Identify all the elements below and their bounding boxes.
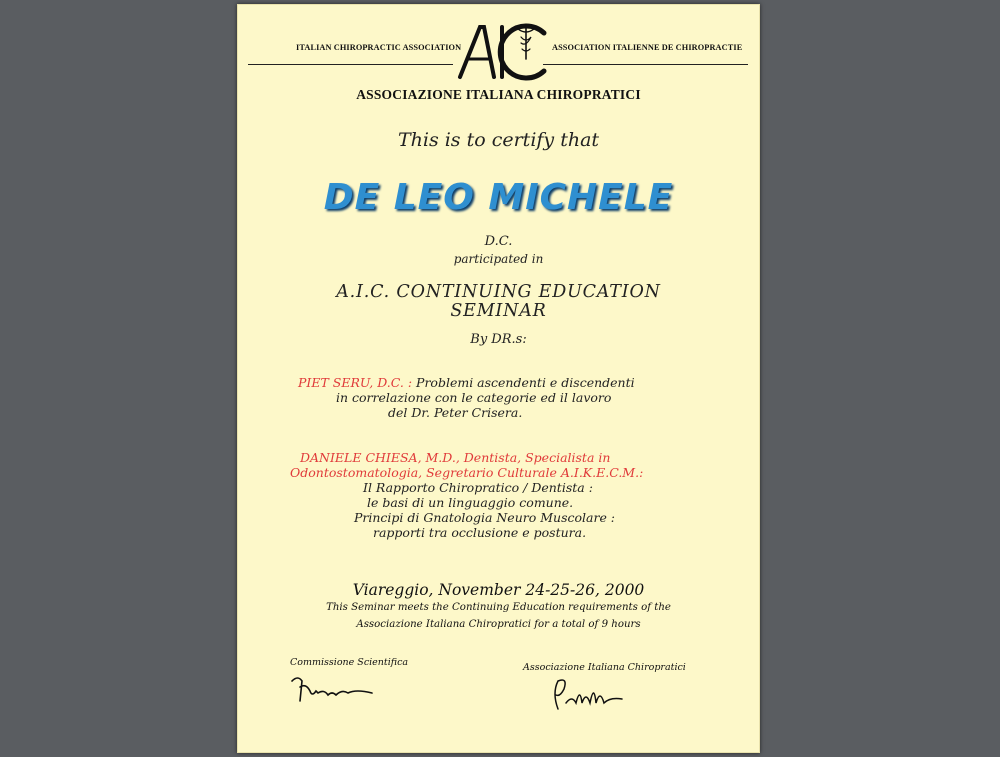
speaker-line [298,375,635,390]
recipient-name: DE LEO MICHELE [323,177,674,218]
requirements-line2: Associazione Italiana Chiropratici for a total of 9 hours [356,619,641,630]
header-french-name: ASSOCIATION ITALIENNE DE CHIROPRACTIE [552,43,743,52]
aic-logo-icon [454,19,550,83]
topic-line: Il Rapporto Chiropratico / Dentista : [363,480,593,495]
association-title: ASSOCIAZIONE ITALIANA CHIROPRATICI [356,87,641,102]
seminar-title-line2: SEMINAR [450,301,547,321]
speaker-block-chiesa [290,450,643,540]
topic-line: Problemi ascendenti e discendenti [416,375,635,390]
participated-line: participated in [453,252,544,266]
certificate-paper [237,4,760,753]
signature-label-left: Commissione Scientifica [290,657,409,668]
header-english-name: ITALIAN CHIROPRACTIC ASSOCIATION [296,43,462,52]
header-rule-left [248,64,453,65]
seminar-date: Viareggio, November 24-25-26, 2000 [352,581,645,599]
topic-line: le basi di un linguaggio comune. [367,495,574,510]
topic-line: del Dr. Peter Crisera. [388,405,523,420]
topic-line: Principi di Gnatologia Neuro Muscolare : [354,510,616,525]
requirements-line1: This Seminar meets the Continuing Education requirements of the [326,602,671,613]
signature-left-icon [286,667,378,707]
header-rule-right [543,64,748,65]
by-doctors-line: By DR.s: [470,332,527,347]
signature-label-right: Associazione Italiana Chiropratici [523,662,686,673]
speaker-name: PIET SERU, D.C. : [298,375,413,390]
recipient-title: D.C. [484,234,513,249]
speaker-affiliation: Odontostomatologia, Segretario Culturale A.I.K.E.C.M.: [290,465,644,480]
seminar-title-line1: A.I.C. CONTINUING EDUCATION [336,282,661,302]
topic-line: rapporti tra occlusione e postura. [373,525,587,540]
signature-right-icon [546,673,628,715]
speaker-name: DANIELE CHIESA, M.D., Dentista, Specialista in [300,450,611,465]
topic-line: in correlazione con le categorie ed il lavoro [336,390,612,405]
speaker-block-seru [298,375,635,420]
certify-line: This is to certify that [397,129,600,151]
